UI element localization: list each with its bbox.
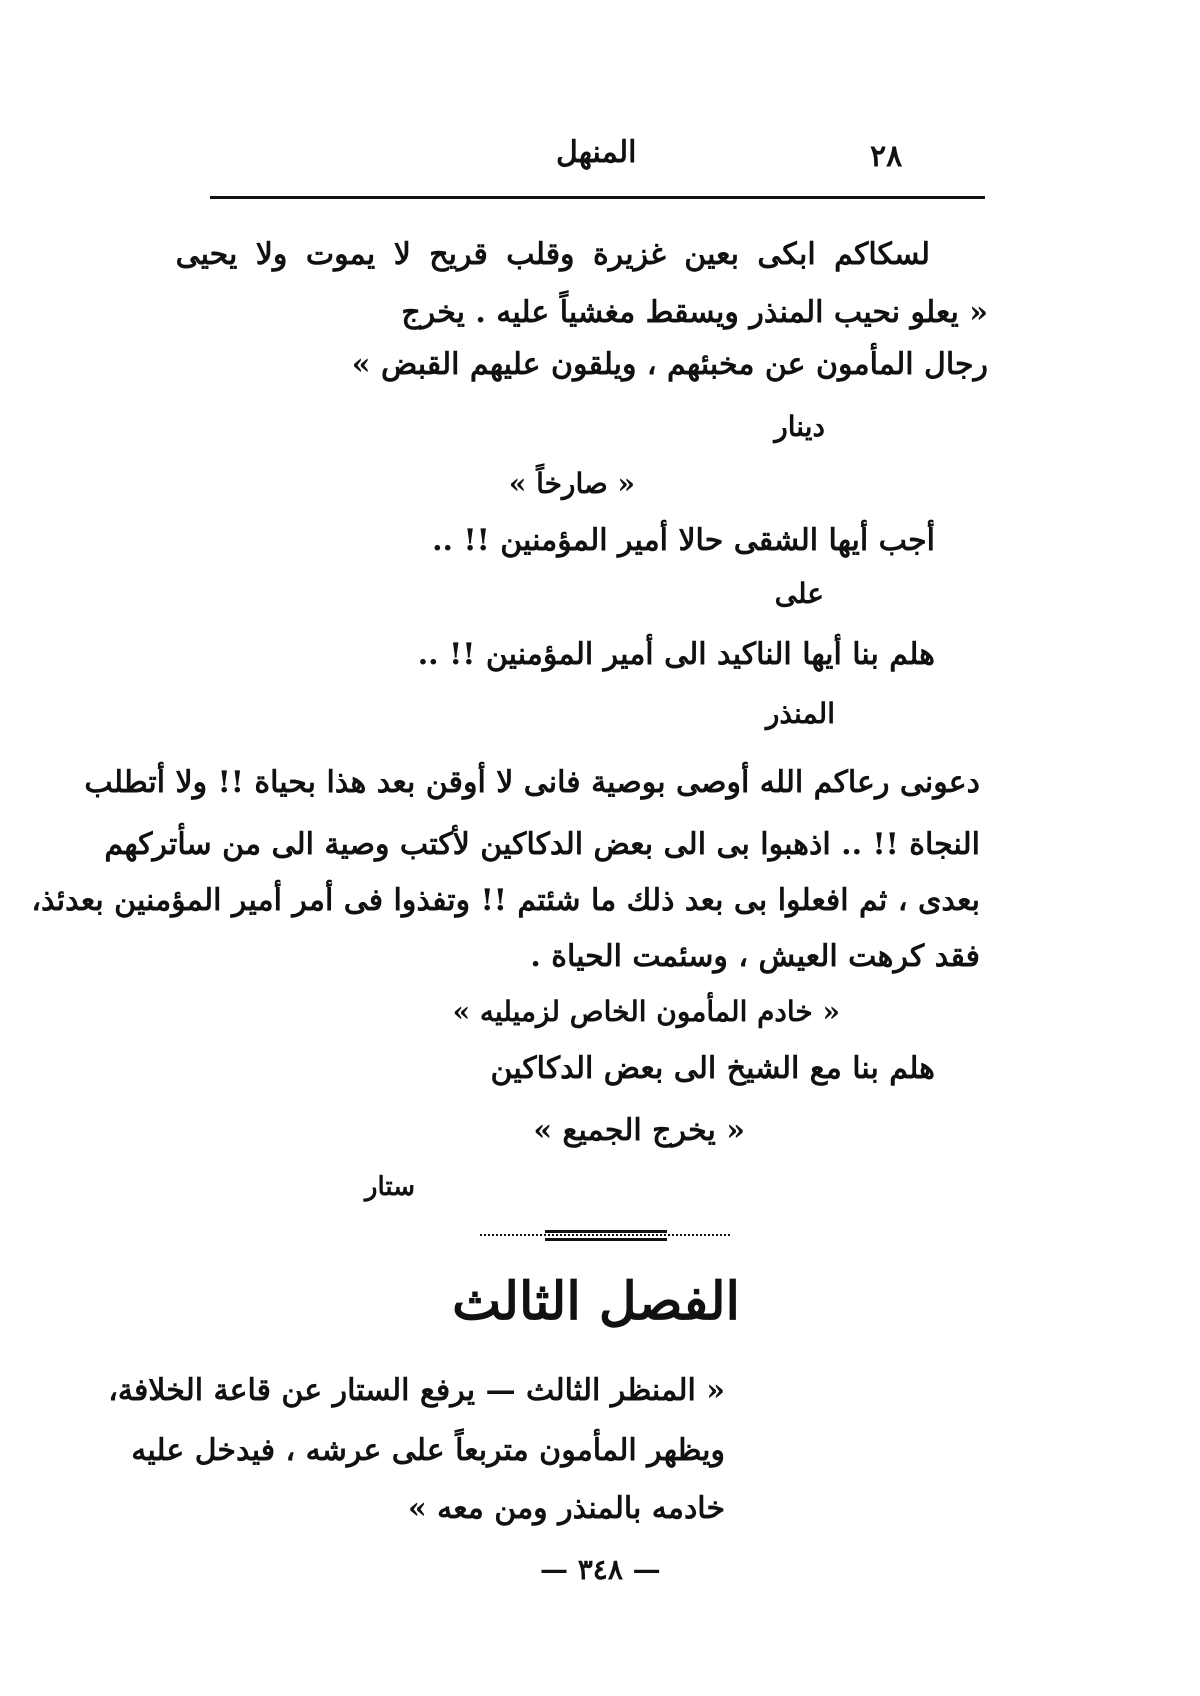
stage-direction-line: رجال المأمون عن مخبئهم ، ويلقون عليهم القبض » bbox=[351, 347, 988, 382]
section-divider bbox=[480, 1230, 730, 1242]
paragraph-line: دعونى رعاكم الله أوصى بوصية فانى لا أوقن بعد هذا بحياة !! ولا أتطلب bbox=[84, 765, 980, 800]
act-stage-direction-line: خادمه بالمنذر ومن معه » bbox=[407, 1491, 725, 1526]
act-title: الفصل الثالث bbox=[452, 1271, 740, 1332]
speaker-name: على bbox=[774, 577, 824, 610]
stage-direction: « صارخاً » bbox=[508, 467, 635, 500]
act-stage-direction-line: « المنظر الثالث — يرفع الستار عن قاعة الخلافة، bbox=[108, 1373, 725, 1408]
paragraph-line: بعدى ، ثم افعلوا بى بعد ذلك ما شئتم !! وتفذوا فى أمر أمير المؤمنين بعدئذ، bbox=[31, 883, 980, 918]
dialogue-line: هلم بنا مع الشيخ الى بعض الدكاكين bbox=[490, 1051, 935, 1086]
curtain-label: ستار bbox=[364, 1172, 415, 1202]
divider-bar bbox=[545, 1230, 667, 1233]
folio-number: — ٣٤٨ — bbox=[540, 1553, 661, 1586]
dialogue-line: هلم بنا أيها الناكيد الى أمير المؤمنين !! .. bbox=[417, 637, 935, 672]
divider-bar bbox=[545, 1238, 667, 1241]
act-stage-direction-line: ويظهر المأمون متربعاً على عرشه ، فيدخل عليه bbox=[131, 1433, 725, 1468]
header-rule bbox=[210, 196, 985, 199]
stage-direction: « يخرج الجميع » bbox=[533, 1113, 745, 1148]
verse-line: لسكاكم ابكى بعين غزيرة وقلب قريح لا يموت ولا يحيى bbox=[175, 237, 930, 272]
page-number: ٢٨ bbox=[870, 139, 903, 174]
divider-dots bbox=[480, 1234, 730, 1236]
paragraph-line: فقد كرهت العيش ، وسئمت الحياة . bbox=[530, 939, 980, 974]
speaker-name: دينار bbox=[774, 410, 825, 443]
dialogue-line: أجب أيها الشقى حالا أمير المؤمنين !! .. bbox=[432, 523, 935, 558]
stage-direction-line: « يعلو نحيب المنذر ويسقط مغشياً عليه . يخرج bbox=[401, 295, 988, 330]
stage-direction: « خادم المأمون الخاص لزميليه » bbox=[452, 995, 840, 1028]
speaker-name: المنذر bbox=[765, 697, 835, 730]
running-title: المنهل bbox=[556, 135, 637, 170]
paragraph-line: النجاة !! .. اذهبوا بى الى بعض الدكاكين لأكتب وصية الى من سأتركهم bbox=[104, 827, 980, 862]
